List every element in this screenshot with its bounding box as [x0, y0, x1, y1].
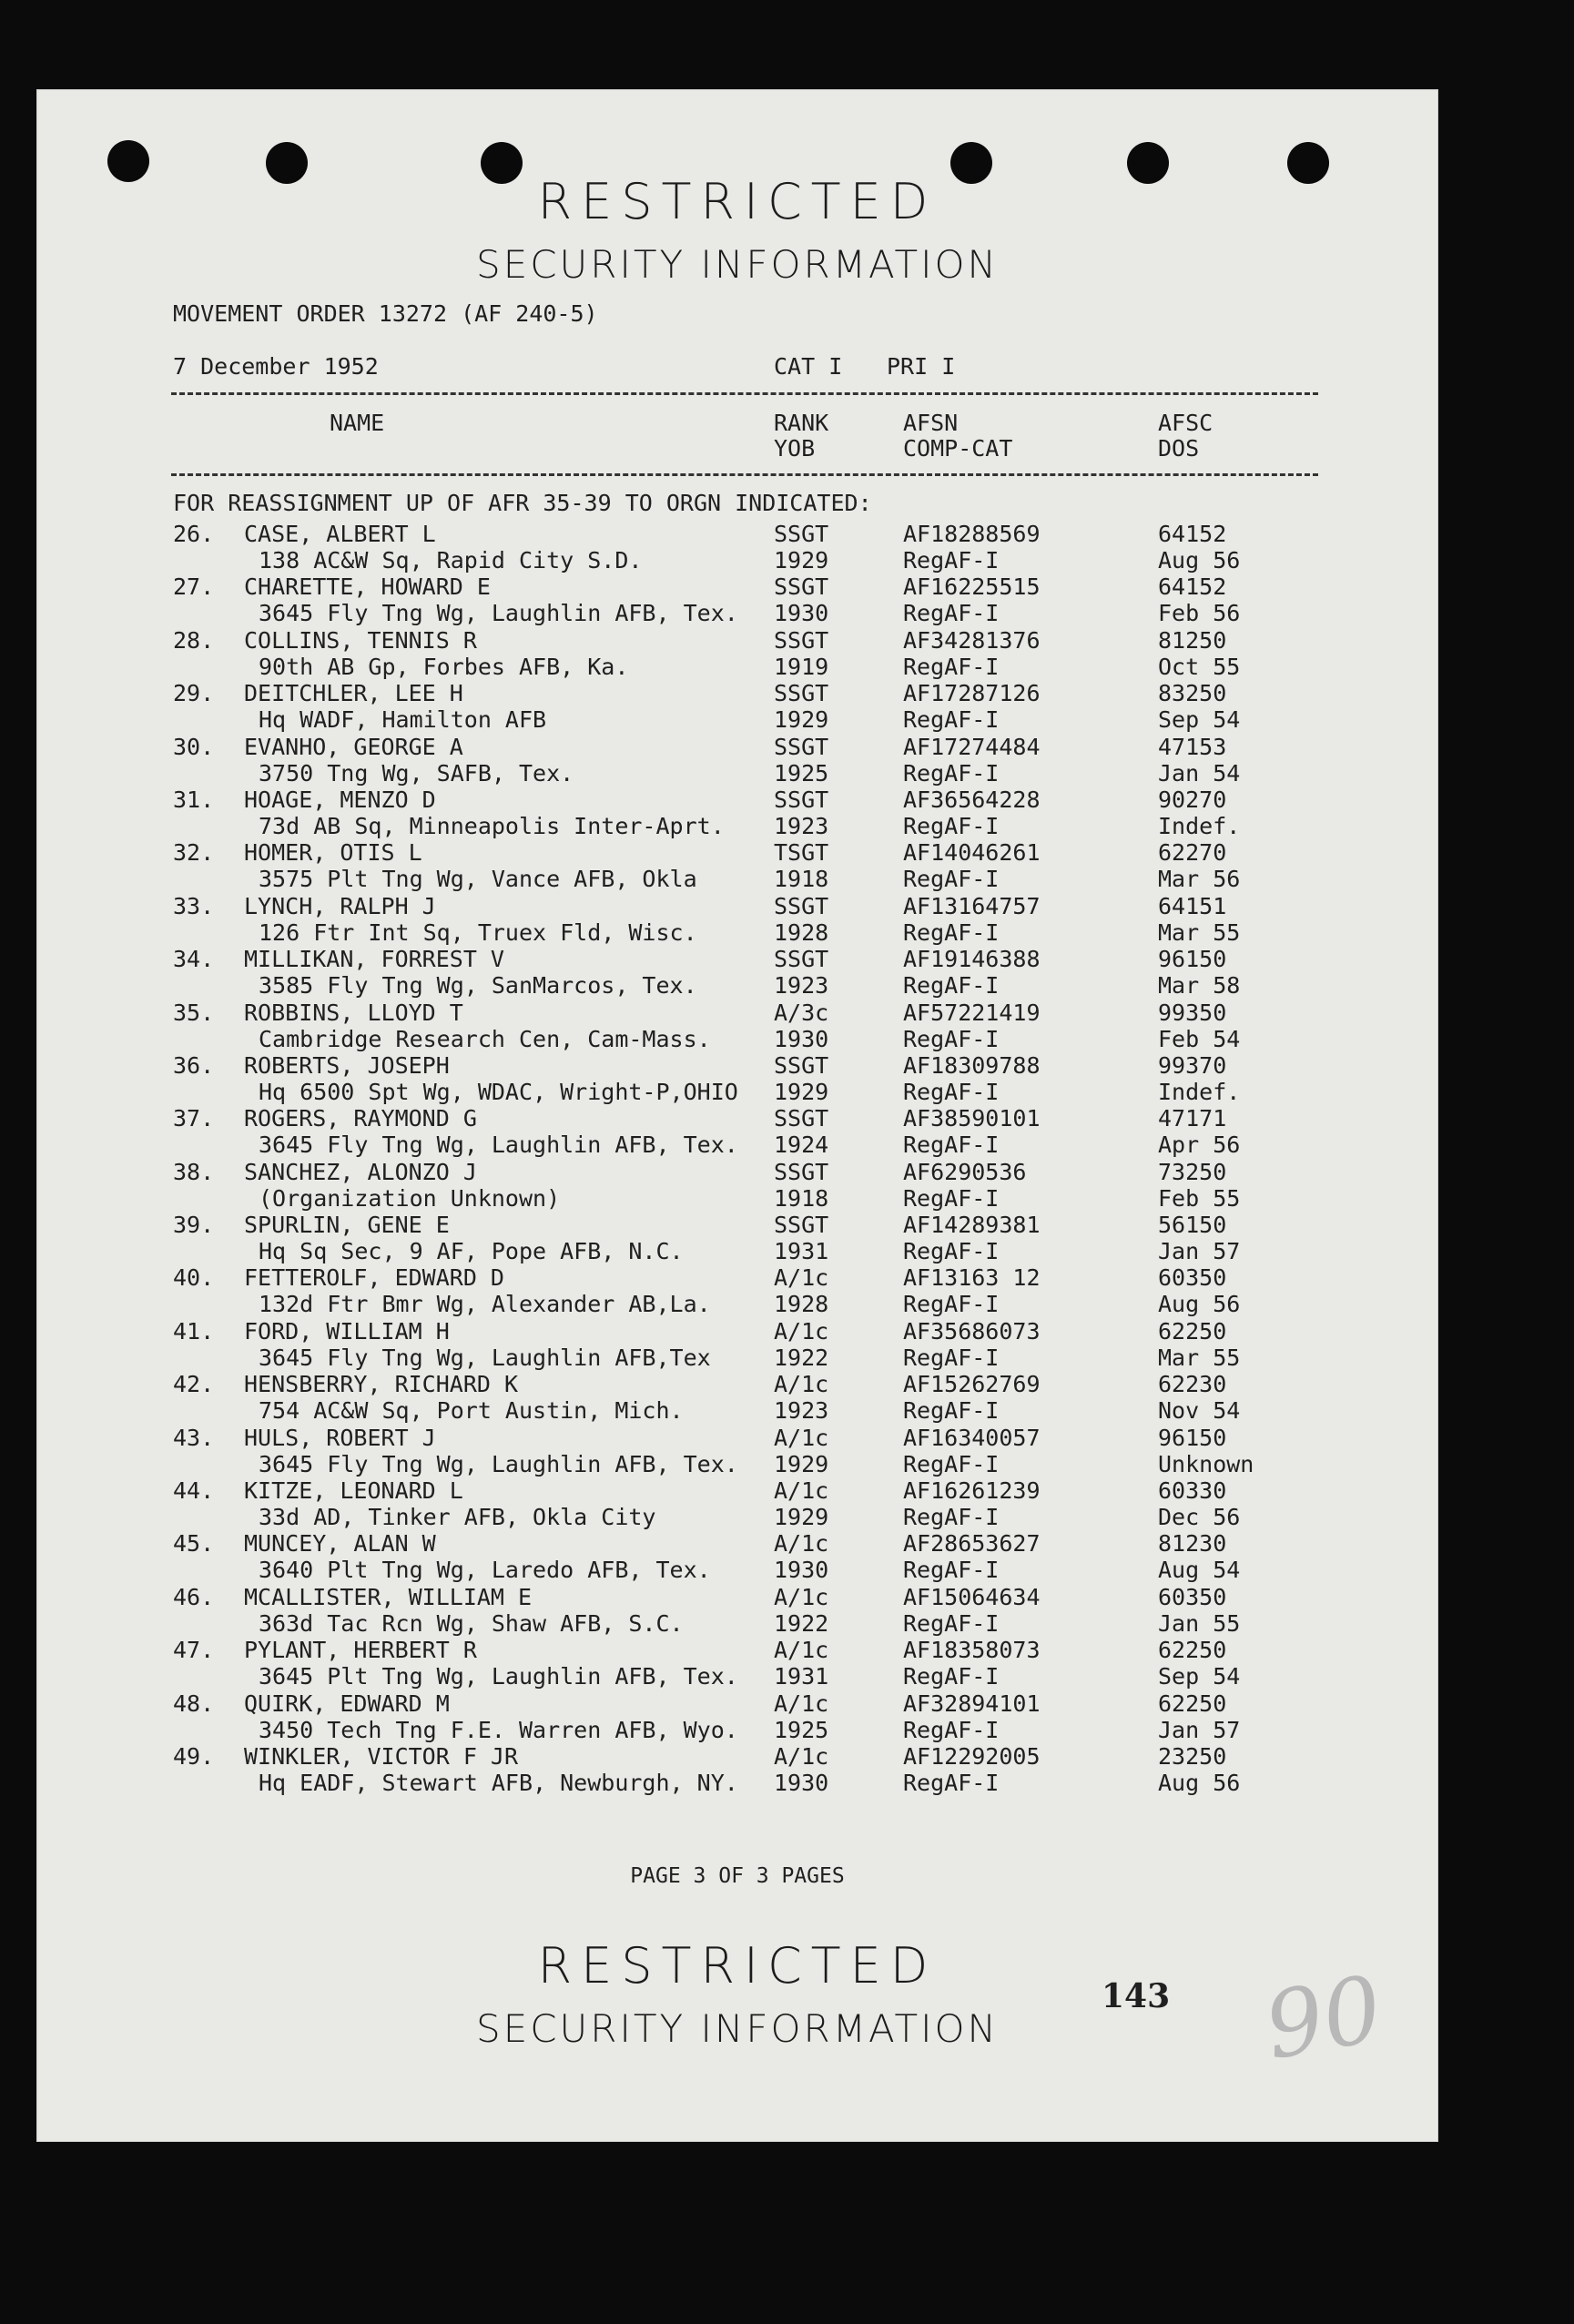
entry-org: 73d AB Sq, Minneapolis Inter-Aprt.: [259, 812, 725, 839]
entry-dos: Mar 55: [1158, 918, 1241, 946]
entry-yob: 1925: [774, 1716, 829, 1743]
category: CAT I: [774, 353, 843, 380]
entry-number: 44.: [173, 1477, 215, 1505]
order-date: 7 December 1952: [173, 353, 379, 380]
list-item: [36, 893, 1438, 946]
entry-comp: RegAF-I: [903, 812, 1000, 839]
entry-afsn: AF15262769: [903, 1371, 1041, 1398]
entry-dos: Aug 56: [1158, 547, 1241, 573]
list-item: [36, 787, 1438, 839]
entry-yob: 1929: [774, 1450, 829, 1477]
list-item: [36, 1637, 1438, 1690]
entry-afsn: AF18288569: [903, 521, 1041, 547]
entry-yob: 1929: [774, 1504, 829, 1531]
entry-afsn: AF28653627: [903, 1530, 1041, 1558]
entry-afsc: 62250: [1158, 1637, 1227, 1664]
entry-org: 3585 Fly Tng Wg, SanMarcos, Tex.: [259, 972, 697, 1000]
entry-rank: A/1c: [774, 1477, 829, 1505]
entry-afsn: AF13164757: [903, 892, 1041, 919]
document-number: 143: [1102, 1977, 1171, 2015]
entry-afsc: 62230: [1158, 1371, 1227, 1398]
entry-rank: A/3c: [774, 999, 829, 1026]
entry-comp: RegAF-I: [903, 600, 1000, 627]
entry-name: CHARETTE, HOWARD E: [244, 573, 491, 601]
entry-afsn: AF17274484: [903, 733, 1041, 760]
entry-name: HENSBERRY, RICHARD K: [244, 1371, 519, 1398]
entry-org: 90th AB Gp, Forbes AFB, Ka.: [259, 653, 629, 680]
entry-dos: Mar 56: [1158, 866, 1241, 893]
entry-yob: 1930: [774, 1557, 829, 1584]
entry-dos: Jan 57: [1158, 1716, 1241, 1743]
entry-name: CASE, ALBERT L: [244, 521, 436, 547]
entry-dos: Feb 56: [1158, 600, 1241, 627]
entry-afsc: 64151: [1158, 892, 1227, 919]
entry-rank: SSGT: [774, 626, 829, 654]
entry-org: 3450 Tech Tng F.E. Warren AFB, Wyo.: [259, 1716, 738, 1743]
entry-rank: A/1c: [774, 1530, 829, 1558]
divider: [171, 392, 1318, 395]
entry-name: QUIRK, EDWARD M: [244, 1690, 450, 1717]
entry-number: 48.: [173, 1690, 215, 1717]
entry-afsc: 99370: [1158, 1051, 1227, 1079]
entry-comp: RegAF-I: [903, 1557, 1000, 1584]
entry-comp: RegAF-I: [903, 1716, 1000, 1743]
entry-number: 41.: [173, 1317, 215, 1345]
entry-afsc: 81230: [1158, 1530, 1227, 1558]
entry-name: EVANHO, GEORGE A: [244, 733, 463, 760]
restricted-stamp-top: RESTRICTED: [537, 173, 938, 230]
entry-rank: A/1c: [774, 1690, 829, 1717]
entry-afsn: AF32894101: [903, 1690, 1041, 1717]
entry-name: LYNCH, RALPH J: [244, 892, 436, 919]
entry-number: 42.: [173, 1371, 215, 1398]
entry-comp: RegAF-I: [903, 547, 1000, 573]
entry-afsn: AF17287126: [903, 680, 1041, 707]
entry-dos: Feb 54: [1158, 1025, 1241, 1052]
entry-number: 26.: [173, 521, 215, 547]
entry-name: WINKLER, VICTOR F JR: [244, 1742, 519, 1770]
entry-afsn: AF12292005: [903, 1742, 1041, 1770]
list-item: [36, 839, 1438, 892]
entry-org: 754 AC&W Sq, Port Austin, Mich.: [259, 1397, 684, 1425]
entry-afsc: 60350: [1158, 1583, 1227, 1610]
page-number: PAGE 3 OF 3 PAGES: [630, 1864, 845, 1888]
entry-number: 36.: [173, 1051, 215, 1079]
entry-dos: Mar 55: [1158, 1344, 1241, 1371]
document-page: [36, 89, 1438, 2142]
list-item: [36, 1371, 1438, 1424]
entry-afsn: AF14289381: [903, 1212, 1041, 1239]
entry-afsn: AF57221419: [903, 999, 1041, 1026]
entry-comp: RegAF-I: [903, 1609, 1000, 1637]
entry-org: 3645 Fly Tng Wg, Laughlin AFB, Tex.: [259, 1132, 738, 1159]
entry-yob: 1928: [774, 1291, 829, 1318]
entry-name: ROBBINS, LLOYD T: [244, 999, 463, 1026]
entry-org: Cambridge Research Cen, Cam-Mass.: [259, 1025, 711, 1052]
entry-comp: RegAF-I: [903, 1184, 1000, 1212]
entry-afsn: AF18358073: [903, 1637, 1041, 1664]
entry-rank: SSGT: [774, 573, 829, 601]
entry-rank: A/1c: [774, 1424, 829, 1451]
entry-yob: 1922: [774, 1344, 829, 1371]
entry-dos: Dec 56: [1158, 1504, 1241, 1531]
entry-rank: SSGT: [774, 680, 829, 707]
entry-number: 31.: [173, 786, 215, 813]
entry-org: 363d Tac Rcn Wg, Shaw AFB, S.C.: [259, 1609, 684, 1637]
entry-comp: RegAF-I: [903, 972, 1000, 1000]
entry-yob: 1918: [774, 866, 829, 893]
entry-afsc: 83250: [1158, 680, 1227, 707]
entry-yob: 1919: [774, 653, 829, 680]
entry-afsc: 47171: [1158, 1105, 1227, 1132]
entry-org: (Organization Unknown): [259, 1184, 561, 1212]
entry-number: 32.: [173, 839, 215, 867]
entry-afsc: 64152: [1158, 573, 1227, 601]
entry-name: KITZE, LEONARD L: [244, 1477, 463, 1505]
list-item: [36, 946, 1438, 999]
entry-number: 49.: [173, 1742, 215, 1770]
entry-comp: RegAF-I: [903, 653, 1000, 680]
entry-afsn: AF16225515: [903, 573, 1041, 601]
entry-name: HOMER, OTIS L: [244, 839, 422, 867]
entry-number: 37.: [173, 1105, 215, 1132]
personnel-list: [36, 521, 1438, 1796]
entry-number: 43.: [173, 1424, 215, 1451]
entry-comp: RegAF-I: [903, 706, 1000, 734]
entry-org: 132d Ftr Bmr Wg, Alexander AB,La.: [259, 1291, 711, 1318]
divider: [171, 473, 1318, 476]
entry-dos: Feb 55: [1158, 1184, 1241, 1212]
entry-yob: 1924: [774, 1132, 829, 1159]
entry-yob: 1922: [774, 1609, 829, 1637]
entry-org: 33d AD, Tinker AFB, Okla City: [259, 1504, 656, 1531]
entry-afsc: 56150: [1158, 1212, 1227, 1239]
entry-number: 45.: [173, 1530, 215, 1558]
list-item: [36, 1105, 1438, 1158]
handwritten-note: 90: [1256, 1954, 1390, 2081]
entry-afsn: AF16340057: [903, 1424, 1041, 1451]
entry-yob: 1918: [774, 1184, 829, 1212]
entry-rank: SSGT: [774, 946, 829, 973]
entry-comp: RegAF-I: [903, 1663, 1000, 1690]
entry-afsc: 60350: [1158, 1264, 1227, 1292]
entry-comp: RegAF-I: [903, 918, 1000, 946]
entry-dos: Apr 56: [1158, 1132, 1241, 1159]
entry-name: FORD, WILLIAM H: [244, 1317, 450, 1345]
entry-comp: RegAF-I: [903, 1450, 1000, 1477]
entry-comp: RegAF-I: [903, 1025, 1000, 1052]
entry-number: 34.: [173, 946, 215, 973]
entry-afsc: 96150: [1158, 1424, 1227, 1451]
entry-org: 3645 Plt Tng Wg, Laughlin AFB, Tex.: [259, 1663, 738, 1690]
list-item: [36, 1318, 1438, 1371]
entry-comp: RegAF-I: [903, 1769, 1000, 1796]
col-header-dos: DOS: [1158, 435, 1200, 462]
entry-dos: Mar 58: [1158, 972, 1241, 1000]
entry-dos: Nov 54: [1158, 1397, 1241, 1425]
security-info-stamp-top: SECURITY INFORMATION: [476, 242, 999, 287]
col-header-comp-cat: COMP-CAT: [903, 435, 1013, 462]
col-header-rank: RANK: [774, 410, 829, 436]
entry-name: HULS, ROBERT J: [244, 1424, 436, 1451]
entry-afsc: 96150: [1158, 946, 1227, 973]
list-item: [36, 1477, 1438, 1530]
entry-number: 27.: [173, 573, 215, 601]
list-item: [36, 573, 1438, 626]
entry-org: 3645 Fly Tng Wg, Laughlin AFB,Tex: [259, 1344, 711, 1371]
entry-rank: A/1c: [774, 1371, 829, 1398]
entry-afsn: AF15064634: [903, 1583, 1041, 1610]
entry-yob: 1923: [774, 972, 829, 1000]
entry-comp: RegAF-I: [903, 1238, 1000, 1265]
entry-number: 29.: [173, 680, 215, 707]
priority: PRI I: [887, 353, 956, 380]
entry-yob: 1929: [774, 706, 829, 734]
entry-comp: RegAF-I: [903, 1291, 1000, 1318]
list-item: [36, 680, 1438, 733]
entry-rank: A/1c: [774, 1742, 829, 1770]
entry-afsn: AF13163 12: [903, 1264, 1041, 1292]
entry-name: MCALLISTER, WILLIAM E: [244, 1583, 533, 1610]
entry-org: Hq 6500 Spt Wg, WDAC, Wright-P,OHIO: [259, 1078, 738, 1105]
entry-rank: A/1c: [774, 1583, 829, 1610]
entry-number: 46.: [173, 1583, 215, 1610]
entry-dos: Oct 55: [1158, 653, 1241, 680]
security-info-stamp-bottom: SECURITY INFORMATION: [476, 2006, 999, 2051]
entry-afsc: 23250: [1158, 1742, 1227, 1770]
entry-yob: 1923: [774, 1397, 829, 1425]
entry-dos: Jan 57: [1158, 1238, 1241, 1265]
entry-rank: A/1c: [774, 1317, 829, 1345]
entry-yob: 1929: [774, 1078, 829, 1105]
entry-rank: TSGT: [774, 839, 829, 867]
entry-afsc: 81250: [1158, 626, 1227, 654]
entry-yob: 1930: [774, 600, 829, 627]
entry-afsc: 90270: [1158, 786, 1227, 813]
entry-comp: RegAF-I: [903, 759, 1000, 787]
entry-org: 3640 Plt Tng Wg, Laredo AFB, Tex.: [259, 1557, 711, 1584]
entry-name: MUNCEY, ALAN W: [244, 1530, 436, 1558]
entry-dos: Indef.: [1158, 812, 1241, 839]
entry-dos: Aug 56: [1158, 1291, 1241, 1318]
entry-name: HOAGE, MENZO D: [244, 786, 436, 813]
entry-afsn: AF14046261: [903, 839, 1041, 867]
entry-dos: Sep 54: [1158, 1663, 1241, 1690]
entry-org: Hq EADF, Stewart AFB, Newburgh, NY.: [259, 1769, 738, 1796]
entry-org: 3645 Fly Tng Wg, Laughlin AFB, Tex.: [259, 600, 738, 627]
list-item: [36, 734, 1438, 787]
col-header-afsn: AFSN: [903, 410, 959, 436]
list-item: [36, 627, 1438, 680]
entry-org: Hq WADF, Hamilton AFB: [259, 706, 547, 734]
entry-name: SPURLIN, GENE E: [244, 1212, 450, 1239]
col-header-afsc: AFSC: [1158, 410, 1214, 436]
section-title: FOR REASSIGNMENT UP OF AFR 35-39 TO ORGN INDICATED:: [173, 490, 872, 516]
entry-comp: RegAF-I: [903, 1132, 1000, 1159]
entry-rank: SSGT: [774, 733, 829, 760]
entry-afsn: AF6290536: [903, 1158, 1027, 1185]
entry-org: Hq Sq Sec, 9 AF, Pope AFB, N.C.: [259, 1238, 684, 1265]
col-header-name: NAME: [330, 410, 385, 436]
entry-rank: SSGT: [774, 1158, 829, 1185]
list-item: [36, 1212, 1438, 1264]
list-item: [36, 1584, 1438, 1637]
entry-number: 38.: [173, 1158, 215, 1185]
entry-rank: A/1c: [774, 1264, 829, 1292]
entry-afsn: AF18309788: [903, 1051, 1041, 1079]
entry-rank: SSGT: [774, 1212, 829, 1239]
entry-afsc: 47153: [1158, 733, 1227, 760]
entry-afsc: 73250: [1158, 1158, 1227, 1185]
list-item: [36, 1052, 1438, 1105]
list-item: [36, 1425, 1438, 1477]
list-item: [36, 1159, 1438, 1212]
entry-dos: Aug 56: [1158, 1769, 1241, 1796]
entry-name: ROBERTS, JOSEPH: [244, 1051, 450, 1079]
list-item: [36, 1690, 1438, 1743]
list-item: [36, 1264, 1438, 1317]
entry-name: ROGERS, RAYMOND G: [244, 1105, 477, 1132]
entry-afsn: AF34281376: [903, 626, 1041, 654]
entry-rank: A/1c: [774, 1637, 829, 1664]
entry-dos: Sep 54: [1158, 706, 1241, 734]
entry-number: 40.: [173, 1264, 215, 1292]
entry-name: COLLINS, TENNIS R: [244, 626, 477, 654]
entry-rank: SSGT: [774, 1105, 829, 1132]
entry-dos: Jan 55: [1158, 1609, 1241, 1637]
entry-name: FETTEROLF, EDWARD D: [244, 1264, 504, 1292]
restricted-stamp-bottom: RESTRICTED: [537, 1937, 938, 1994]
entry-number: 47.: [173, 1637, 215, 1664]
col-header-yob: YOB: [774, 435, 816, 462]
entry-afsc: 62250: [1158, 1690, 1227, 1717]
entry-org: 3575 Plt Tng Wg, Vance AFB, Okla: [259, 866, 697, 893]
entry-org: 3645 Fly Tng Wg, Laughlin AFB, Tex.: [259, 1450, 738, 1477]
entry-yob: 1928: [774, 918, 829, 946]
entry-yob: 1930: [774, 1769, 829, 1796]
entry-afsn: AF36564228: [903, 786, 1041, 813]
entry-yob: 1925: [774, 759, 829, 787]
entry-afsc: 62250: [1158, 1317, 1227, 1345]
entry-number: 33.: [173, 892, 215, 919]
entry-number: 30.: [173, 733, 215, 760]
entry-comp: RegAF-I: [903, 1504, 1000, 1531]
entry-afsc: 99350: [1158, 999, 1227, 1026]
entry-name: SANCHEZ, ALONZO J: [244, 1158, 477, 1185]
entry-afsc: 62270: [1158, 839, 1227, 867]
entry-dos: Aug 54: [1158, 1557, 1241, 1584]
entry-rank: SSGT: [774, 1051, 829, 1079]
entry-yob: 1929: [774, 547, 829, 573]
entry-yob: 1931: [774, 1663, 829, 1690]
entry-dos: Indef.: [1158, 1078, 1241, 1105]
entry-org: 126 Ftr Int Sq, Truex Fld, Wisc.: [259, 918, 697, 946]
entry-number: 28.: [173, 626, 215, 654]
list-item: [36, 1000, 1438, 1052]
entry-org: 138 AC&W Sq, Rapid City S.D.: [259, 547, 643, 573]
entry-afsc: 60330: [1158, 1477, 1227, 1505]
entry-comp: RegAF-I: [903, 1078, 1000, 1105]
order-title: MOVEMENT ORDER 13272 (AF 240-5): [173, 300, 598, 327]
entry-yob: 1930: [774, 1025, 829, 1052]
list-item: [36, 521, 1438, 573]
entry-comp: RegAF-I: [903, 1397, 1000, 1425]
entry-number: 39.: [173, 1212, 215, 1239]
entry-comp: RegAF-I: [903, 866, 1000, 893]
entry-org: 3750 Tng Wg, SAFB, Tex.: [259, 759, 574, 787]
entry-name: PYLANT, HERBERT R: [244, 1637, 477, 1664]
list-item: [36, 1743, 1438, 1796]
entry-afsn: AF35686073: [903, 1317, 1041, 1345]
entry-yob: 1931: [774, 1238, 829, 1265]
entry-afsc: 64152: [1158, 521, 1227, 547]
entry-dos: Jan 54: [1158, 759, 1241, 787]
entry-rank: SSGT: [774, 521, 829, 547]
list-item: [36, 1530, 1438, 1583]
entry-rank: SSGT: [774, 786, 829, 813]
entry-comp: RegAF-I: [903, 1344, 1000, 1371]
entry-afsn: AF16261239: [903, 1477, 1041, 1505]
entry-afsn: AF38590101: [903, 1105, 1041, 1132]
entry-name: MILLIKAN, FORREST V: [244, 946, 504, 973]
entry-number: 35.: [173, 999, 215, 1026]
entry-dos: Unknown: [1158, 1450, 1254, 1477]
entry-afsn: AF19146388: [903, 946, 1041, 973]
entry-name: DEITCHLER, LEE H: [244, 680, 463, 707]
entry-rank: SSGT: [774, 892, 829, 919]
entry-yob: 1923: [774, 812, 829, 839]
